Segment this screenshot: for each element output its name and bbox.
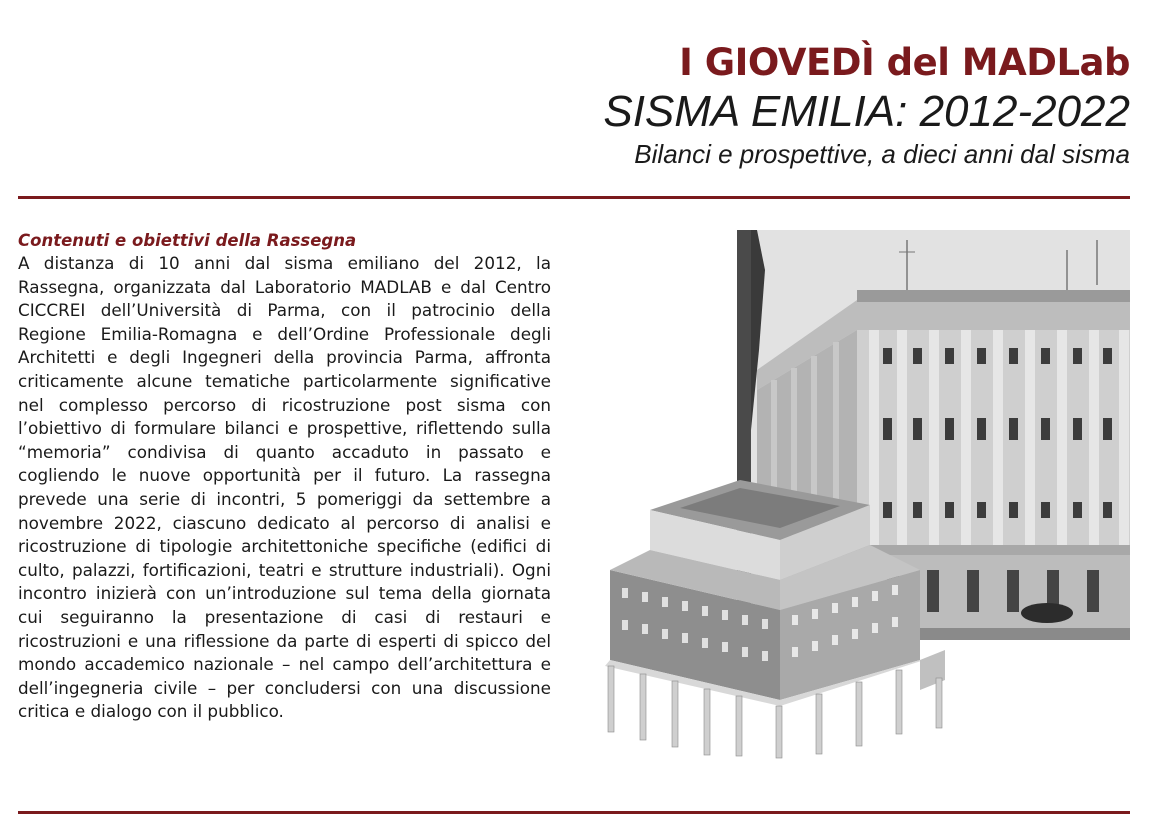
- section-content: [18, 230, 551, 724]
- page-subtitle: SISMA EMILIA: 2012-2022: [603, 87, 1130, 136]
- top-divider: [18, 196, 1130, 199]
- page-tagline: Bilanci e prospettive, a dieci anni dal sisma: [634, 139, 1130, 169]
- page-title: I GIOVEDÌ del MADLab: [679, 41, 1130, 84]
- section-heading: Contenuti e obiettivi della Rassegna: [18, 231, 357, 250]
- header: [603, 38, 1130, 170]
- section-body: A distanza di 10 anni dal sisma emiliano del 2012, la Rassegna, organizzata dal Laboratorio MADLAB e dal Centro CICCREI dell’Università di Parma, con il patrocinio della Regione Emilia-Romagna e dell’Ordine Professionale degli Architetti e degli Ingegneri della provincia Parma, affronta criticamente alcune tematiche particolarmente significative nel complesso percorso di ricostruzione post sisma con l’obiettivo di formulare bilanci e prospettive, riflettendo sulla “memoria” condivisa di quanto accaduto in passato e cogliendo le nuove opportunità per il futuro. La rassegna prevede una serie di incontri, 5 pomeriggi da settembre a novembre 2022, ciascuno dedicato al percorso di analisi e ricostruzione di tipologie architettoniche specifiche (edifici di culto, palazzi, fortificazioni, teatri e strutture industriali). Ogni incontro inizierà con un’introduzione sul tema della giornata cui seguiranno la presentazione di casi di restauri e ricostruzioni e una riflessione da parte di esperti di spicco del mondo accademico nazionale – nel campo dell’architettura e dell’ingegneria civile – per concludersi con una discussione critica e dialogo con il pubblico.: [18, 253, 551, 722]
- structural-model-image: [600, 470, 950, 760]
- bottom-divider: [18, 811, 1130, 814]
